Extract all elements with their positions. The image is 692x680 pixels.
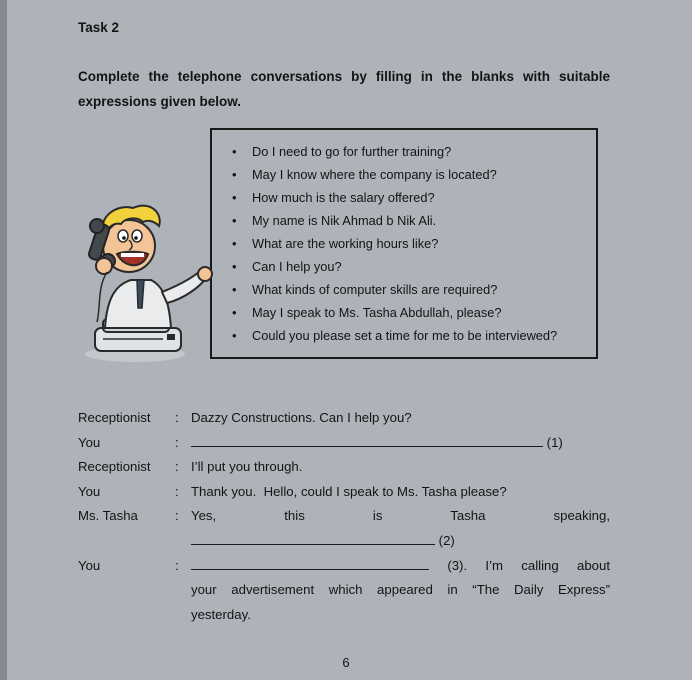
dialogue-text [191,529,610,554]
expression-item: • Do I need to go for further training? [218,140,586,163]
blank-number-label: (3). [447,557,468,573]
dialogue-row [78,554,610,579]
expression-item: • Could you please set a time for me to be interviewed? [218,324,586,347]
speaker-label: Receptionist [78,459,151,475]
blank-number-label: (2) [438,532,455,548]
dialogue-text: your advertisement which appeared in “The Daily Express” [191,582,610,598]
expression-item: • What are the working hours like? [218,232,586,255]
answer-blank-3[interactable] [191,556,429,570]
dialogue-row [78,406,610,431]
dialogue-row [78,529,610,554]
dialogue-text: yesterday. [191,606,251,622]
speaker-label: You [78,483,101,499]
expression-item: • How much is the salary offered? [218,186,586,209]
speaker-label: You [78,434,101,450]
dialogue-text: Dazzy Constructions. Can I help you? [191,410,412,425]
colon-separator: : [175,459,179,475]
dialogue-text: Thank you. Hello, could I speak to Ms. Tasha please? [191,483,507,499]
man-on-phone-cartoon [66,176,218,366]
blank-number-label: (1) [546,434,563,450]
expressions-box [210,128,598,359]
dialogue-row [78,455,610,480]
speaker-label: Receptionist [78,410,151,425]
man-on-phone-illustration [66,176,218,366]
dialogue-text [191,554,610,579]
dialogue-text: Yes, this is Tasha speaking, [191,508,610,524]
dialogue-text [191,431,610,456]
colon-separator: : [175,434,179,450]
dialogue-text-after-blank: I’m calling about [485,557,610,573]
dialogue-row [78,603,610,628]
dialogue-row [78,504,610,529]
dialogue-row [78,480,610,505]
speaker-label: Ms. Tasha [78,508,138,524]
speaker-label: You [78,557,101,573]
expression-item: • May I know where the company is located? [218,163,586,186]
dialogue-section [78,406,610,627]
expressions-list [218,140,586,347]
page-number: 6 [342,655,350,670]
expression-item: • May I speak to Ms. Tasha Abdullah, please? [218,301,586,324]
colon-separator: : [175,410,179,425]
task-title: Task 2 [78,20,120,35]
expression-item: • Can I help you? [218,255,586,278]
colon-separator: : [175,483,179,499]
dialogue-row [78,578,610,603]
dialogue-text: I’ll put you through. [191,459,303,475]
expression-item: • My name is Nik Ahmad b Nik Ali. [218,209,586,232]
answer-blank-1[interactable] [191,433,543,447]
instructions-text: Complete the telephone conversations by filling in the blanks with suitable expressions given below. [78,69,610,109]
colon-separator: : [175,508,179,524]
man-figure [88,206,212,328]
colon-separator: : [175,557,179,573]
answer-blank-2[interactable] [191,531,435,545]
expression-item: • What kinds of computer skills are required? [218,278,586,301]
dialogue-row [78,431,610,456]
